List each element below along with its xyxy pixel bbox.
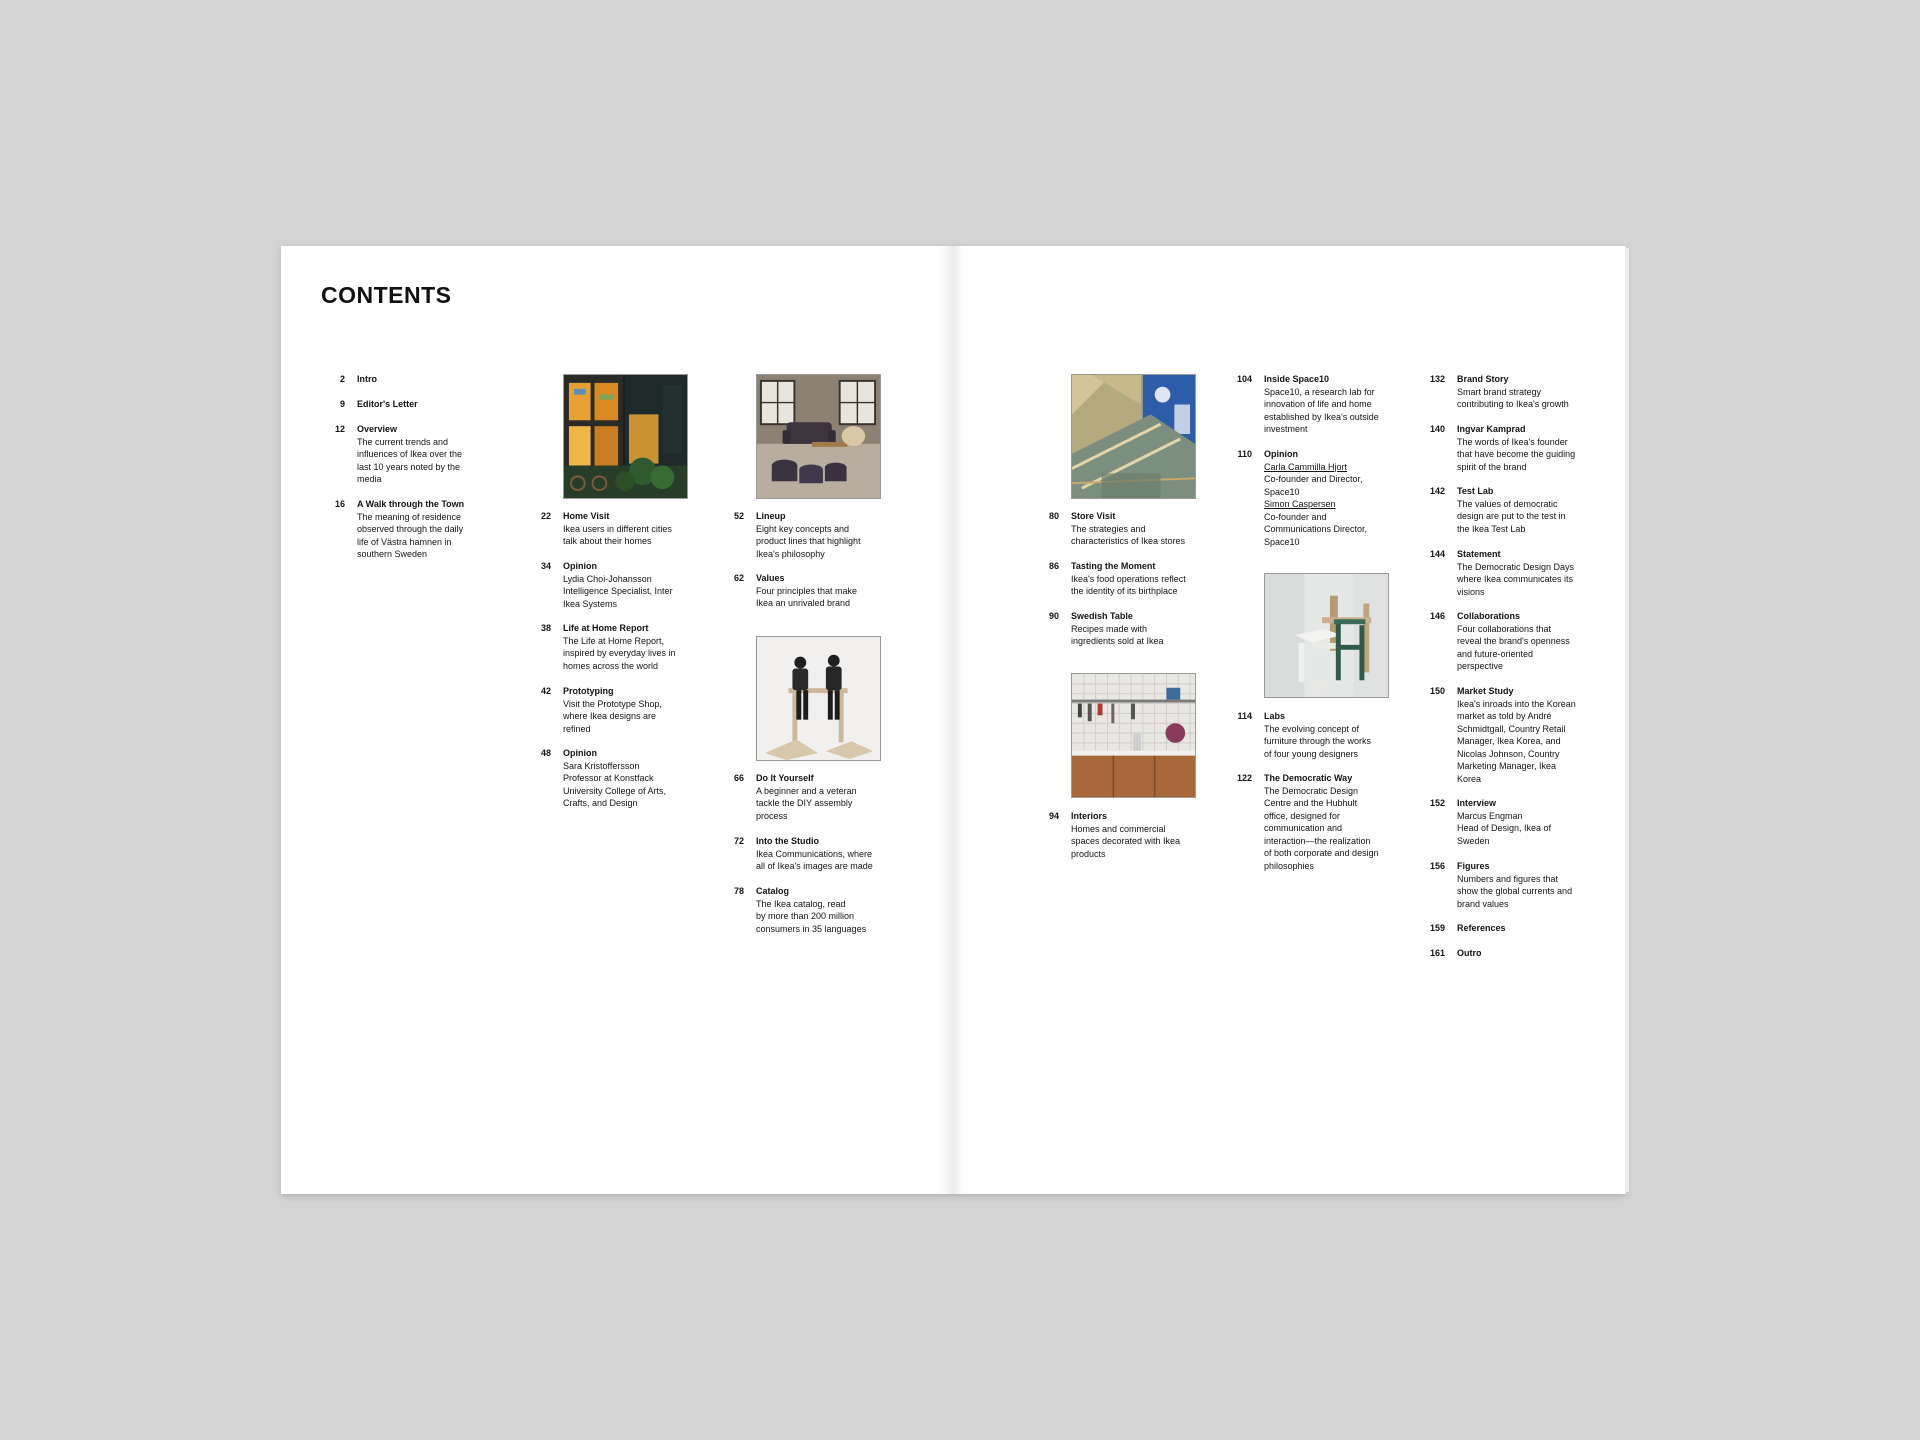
- toc-entry-body: [1071, 810, 1205, 860]
- toc-entry-title: Labs: [1264, 711, 1286, 721]
- toc-entry-description-line: Lydia Choi-Johansson: [563, 573, 652, 584]
- toc-entry-description-line: Marketing Manager, Ikea: [1457, 761, 1557, 771]
- toc-entry-title: Outro: [1457, 948, 1482, 958]
- toc-entry-body: [357, 373, 491, 386]
- toc-entry-title: Figures: [1457, 861, 1490, 871]
- toc-entry-description-line: Centre and the Hubhult: [1264, 798, 1358, 808]
- toc-entry-description-line: Communications Director,: [1264, 524, 1368, 534]
- toc-entry-title: Catalog: [756, 886, 790, 896]
- toc-page-number: 159: [1429, 923, 1445, 933]
- toc-entry-description-line: homes across the world: [563, 660, 659, 671]
- photo-storefront-at-night: [563, 374, 688, 499]
- toc-entry-description-line: process: [756, 810, 788, 821]
- gutter-shadow: [939, 246, 953, 1194]
- toc-entry-description-line: contributing to Ikea's growth: [1457, 399, 1569, 409]
- magazine-spread: [281, 246, 1626, 1194]
- toc-page-number: 122: [1236, 773, 1252, 783]
- toc-entry-description-line: brand values: [1457, 898, 1509, 909]
- toc-entry-description-line: Space10, a research lab for: [1264, 386, 1375, 397]
- toc-page-number: 152: [1429, 798, 1445, 808]
- gutter-shadow: [953, 246, 963, 1194]
- toc-entry-description-line: show the global currents and: [1457, 886, 1573, 896]
- toc-entry-description-line: products: [1071, 848, 1106, 859]
- toc-entry-body: [357, 423, 491, 486]
- toc-entry-description-line: Space10: [1264, 486, 1300, 497]
- toc-entry-description-line: of both corporate and design: [1264, 848, 1379, 858]
- toc-entry-description-line: The strategies and: [1071, 523, 1146, 534]
- toc-page-number: 140: [1429, 424, 1445, 434]
- toc-entry-description-line: investment: [1264, 424, 1308, 434]
- toc-entry-body: [1457, 423, 1591, 473]
- toc-entry-description-line: Sweden: [1457, 835, 1490, 846]
- toc-entry-title: References: [1457, 923, 1506, 933]
- toc-entry-body: [563, 685, 697, 735]
- toc-entry-description-line: established by Ikea's outside: [1264, 411, 1379, 422]
- toc-entry-description-line: Korea: [1457, 773, 1482, 784]
- toc-entry-body: [1264, 448, 1398, 548]
- toc-entry-description-line: by more than 200 million: [756, 911, 855, 921]
- toc-entry-body: [1457, 922, 1591, 935]
- photo-store-escalator: [1071, 374, 1196, 499]
- toc-entry-body: [1264, 772, 1398, 872]
- toc-entry-body: [1071, 560, 1205, 598]
- toc-entry-description-line: Ikea's inroads into the Korean: [1457, 698, 1576, 709]
- toc-page-number: 16: [334, 499, 345, 509]
- toc-entry-description-line: Simon Caspersen: [1264, 499, 1336, 509]
- toc-entry-body: [756, 885, 890, 935]
- toc-entry-description-line: spaces decorated with Ikea: [1071, 836, 1181, 846]
- toc-entry-description-line: Numbers and figures that: [1457, 873, 1559, 884]
- toc-entry-description-line: talk about their homes: [563, 536, 652, 546]
- toc-entry-description-line: The Democratic Design Days: [1457, 561, 1575, 572]
- toc-entry-description-line: The current trends and: [357, 436, 449, 447]
- toc-entry-body: [756, 835, 890, 873]
- toc-entry-body: [1264, 710, 1398, 760]
- toc-entry-description-line: The Life at Home Report,: [563, 635, 665, 646]
- toc-page-number: 78: [733, 886, 744, 896]
- toc-entry-description-line: where Ikea designs are: [563, 711, 657, 721]
- toc-entry-description-line: all of Ikea's images are made: [756, 861, 873, 871]
- toc-page-number: 114: [1237, 711, 1252, 721]
- toc-entry-title: Into the Studio: [756, 836, 819, 846]
- photo-white-and-green-chairs: [1264, 573, 1389, 698]
- toc-page-number: 94: [1048, 811, 1059, 821]
- toc-entry-description-line: Manager, Ikea Korea, and: [1457, 736, 1561, 746]
- toc-entry-description-line: last 10 years noted by the: [357, 461, 461, 472]
- toc-entry-description-line: Homes and commercial: [1071, 823, 1166, 834]
- toc-entry-description-line: spirit of the brand: [1457, 461, 1527, 472]
- toc-page-number: 150: [1429, 686, 1445, 696]
- toc-entry-title: Brand Story: [1457, 374, 1509, 384]
- toc-page-number: 48: [540, 748, 551, 758]
- toc-entry-title: Home Visit: [563, 511, 610, 521]
- toc-entry-title: Statement: [1457, 549, 1501, 559]
- toc-entry-body: [357, 498, 491, 561]
- toc-page-number: 12: [334, 424, 345, 434]
- toc-entry-description-line: Co-founder and Director,: [1264, 474, 1363, 484]
- toc-entry-description-line: A beginner and a veteran: [756, 785, 857, 796]
- toc-entry-description-line: the identity of its birthplace: [1071, 586, 1178, 596]
- toc-entry-description-line: media: [357, 474, 382, 484]
- toc-entry-description-line: of four young designers: [1264, 748, 1359, 759]
- toc-entry-title: Opinion: [563, 748, 597, 758]
- photo-kitchen-shelves: [1071, 673, 1196, 798]
- toc-page-number: 34: [540, 561, 551, 571]
- toc-entry-title: A Walk through the Town: [357, 499, 465, 509]
- toc-entry-description-line: consumers in 35 languages: [756, 923, 867, 934]
- toc-entry-body: [1457, 548, 1591, 598]
- toc-page-number: 66: [733, 773, 744, 783]
- toc-entry-title: Interiors: [1071, 811, 1108, 821]
- toc-page-number: 22: [540, 511, 551, 521]
- toc-entry-title: Intro: [357, 374, 377, 384]
- toc-page-number: 80: [1048, 511, 1059, 521]
- toc-entry-description-line: Ikea's philosophy: [756, 548, 825, 559]
- toc-entry-description-line: inspired by everyday lives in: [563, 648, 676, 658]
- toc-entry-description-line: Carla Cammilla Hjort: [1264, 461, 1348, 472]
- toc-entry-description-line: observed through the daily: [357, 524, 464, 534]
- toc-entry-description-line: University College of Arts,: [563, 785, 667, 796]
- toc-entry-body: [756, 772, 890, 822]
- toc-entry-title: Values: [756, 573, 785, 583]
- toc-entry-description-line: the Ikea Test Lab: [1457, 523, 1526, 534]
- toc-entry-title: Overview: [357, 424, 398, 434]
- toc-entry-description-line: Ikea users in different cities: [563, 523, 672, 534]
- toc-entry-description-line: Co-founder and: [1264, 511, 1327, 522]
- contents-title: CONTENTS: [321, 282, 452, 308]
- toc-entry-description-line: philosophies: [1264, 860, 1315, 871]
- toc-entry-description-line: design are put to the test in: [1457, 511, 1566, 521]
- toc-page-number: 38: [540, 623, 551, 633]
- toc-entry-description-line: life of Västra hamnen in: [357, 536, 452, 547]
- toc-page-number: 156: [1429, 861, 1445, 871]
- toc-entry-description-line: that have become the guiding: [1457, 449, 1576, 459]
- toc-entry-description-line: ingredients sold at Ikea: [1071, 636, 1164, 646]
- toc-entry-title: Store Visit: [1071, 511, 1116, 521]
- toc-entry-description-line: where Ikea communicates its: [1457, 574, 1574, 584]
- toc-entry-title: Ingvar Kamprad: [1457, 424, 1526, 434]
- toc-entry-title: Do It Yourself: [756, 773, 814, 783]
- toc-entry-description-line: reveal the brand's openness: [1457, 636, 1570, 646]
- toc-entry-title: Collaborations: [1457, 611, 1521, 621]
- toc-page-number: 104: [1236, 374, 1252, 384]
- toc-entry-description-line: furniture through the works: [1264, 736, 1372, 746]
- toc-entry-description-line: Crafts, and Design: [563, 798, 638, 808]
- toc-entry-description-line: innovation of life and home: [1264, 399, 1372, 409]
- toc-entry-body: [1457, 485, 1591, 535]
- toc-entry-description-line: The words of Ikea's founder: [1457, 436, 1568, 447]
- toc-entry-description-line: Schmidtgall, Country Retail: [1457, 723, 1566, 734]
- toc-entry-description-line: interaction—the realization: [1264, 835, 1371, 846]
- toc-entry-description-line: Eight key concepts and: [756, 523, 850, 534]
- toc-page-number: 52: [733, 511, 744, 521]
- toc-entry-description-line: Smart brand strategy: [1457, 386, 1542, 397]
- toc-entry-description-line: Ikea Systems: [563, 598, 618, 609]
- toc-page-number: 132: [1429, 374, 1445, 384]
- toc-entry-description-line: Sara Kristoffersson: [563, 760, 640, 771]
- toc-entry-body: [1457, 797, 1591, 847]
- toc-page-number: 9: [339, 399, 345, 409]
- toc-page-number: 90: [1048, 611, 1059, 621]
- toc-entry-description-line: Intelligence Specialist, Inter: [563, 586, 673, 596]
- toc-entry-description-line: The values of democratic: [1457, 498, 1558, 509]
- toc-entry-title: Swedish Table: [1071, 611, 1133, 621]
- toc-entry-title: Market Study: [1457, 686, 1514, 696]
- toc-entry-description-line: market as told by André: [1457, 711, 1552, 721]
- toc-entry-title: Editor's Letter: [357, 399, 418, 409]
- toc-entry-description-line: product lines that highlight: [756, 536, 861, 546]
- toc-page-number: 86: [1048, 561, 1059, 571]
- toc-entry-title: Life at Home Report: [563, 623, 649, 633]
- toc-entry-body: [1071, 510, 1205, 548]
- toc-page-number: 142: [1429, 486, 1445, 496]
- toc-entry-title: Opinion: [1264, 449, 1298, 459]
- toc-entry-title: Lineup: [756, 511, 786, 521]
- toc-page-number: 161: [1429, 948, 1445, 958]
- toc-entry-body: [756, 510, 890, 560]
- toc-entry-body: [1071, 610, 1205, 648]
- toc-entry-description-line: The meaning of residence: [357, 511, 462, 522]
- toc-entry-body: [1457, 610, 1591, 673]
- toc-entry-title: Test Lab: [1457, 486, 1494, 496]
- toc-page-number: 72: [733, 836, 744, 846]
- toc-page-number: 146: [1429, 611, 1445, 621]
- toc-entry-description-line: Ikea an unrivaled brand: [756, 598, 851, 608]
- toc-entry-description-line: influences of Ikea over the: [357, 449, 463, 459]
- toc-entry-description-line: Four principles that make: [756, 585, 858, 596]
- toc-entry-description-line: tackle the DIY assembly: [756, 798, 853, 808]
- toc-page-number: 42: [540, 686, 551, 696]
- toc-entry-body: [1457, 947, 1591, 960]
- toc-entry-description-line: Marcus Engman: [1457, 810, 1523, 821]
- toc-entry-description-line: communication and: [1264, 823, 1343, 833]
- toc-entry-title: Tasting the Moment: [1071, 561, 1156, 571]
- toc-entry-description-line: Head of Design, Ikea of: [1457, 823, 1552, 833]
- toc-entry-body: [1457, 860, 1591, 910]
- toc-entry-body: [756, 572, 890, 610]
- toc-page-number: 144: [1429, 549, 1445, 559]
- photo-living-room-sofa: [756, 374, 881, 499]
- toc-entry-title: Prototyping: [563, 686, 614, 696]
- photo-two-people-assembling: [756, 636, 881, 761]
- toc-entry-description-line: Ikea's food operations reflect: [1071, 573, 1186, 584]
- toc-entry-description-line: Ikea Communications, where: [756, 848, 873, 859]
- toc-page-number: 110: [1237, 449, 1252, 459]
- toc-entry-body: [563, 622, 697, 672]
- page-edge: [1625, 248, 1630, 1192]
- toc-entry-description-line: characteristics of Ikea stores: [1071, 536, 1186, 546]
- toc-page-number: 2: [339, 374, 345, 384]
- toc-entry-title: Inside Space10: [1264, 374, 1330, 384]
- toc-entry-body: [1457, 685, 1591, 785]
- toc-entry-body: [563, 560, 697, 610]
- toc-entry-description-line: refined: [563, 723, 591, 734]
- toc-entry-description-line: southern Sweden: [357, 549, 428, 559]
- toc-entry-description-line: Nicolas Johnson, Country: [1457, 748, 1560, 759]
- toc-entry-description-line: The evolving concept of: [1264, 723, 1360, 734]
- toc-entry-body: [357, 398, 491, 411]
- toc-entry-title: Opinion: [563, 561, 597, 571]
- toc-entry-description-line: Visit the Prototype Shop,: [563, 698, 662, 709]
- toc-page-number: 62: [733, 573, 744, 583]
- toc-entry-description-line: and future-oriented: [1457, 648, 1534, 659]
- toc-entry-description-line: The Democratic Design: [1264, 785, 1359, 796]
- toc-entry-body: [563, 510, 697, 548]
- toc-entry-title: The Democratic Way: [1264, 773, 1353, 783]
- toc-entry-description-line: Recipes made with: [1071, 623, 1148, 634]
- toc-entry-description-line: perspective: [1457, 661, 1504, 671]
- toc-entry-description-line: The Ikea catalog, read: [756, 898, 846, 909]
- toc-entry-body: [1457, 373, 1591, 411]
- toc-entry-description-line: Four collaborations that: [1457, 623, 1552, 634]
- toc-entry-description-line: Space10: [1264, 536, 1300, 547]
- toc-entry-description-line: office, designed for: [1264, 810, 1340, 821]
- toc-entry-description-line: visions: [1457, 586, 1485, 597]
- toc-entry-body: [563, 747, 697, 810]
- toc-entry-body: [1264, 373, 1398, 436]
- toc-entry-title: Interview: [1457, 798, 1497, 808]
- toc-entry-description-line: Professor at Konstfack: [563, 773, 654, 783]
